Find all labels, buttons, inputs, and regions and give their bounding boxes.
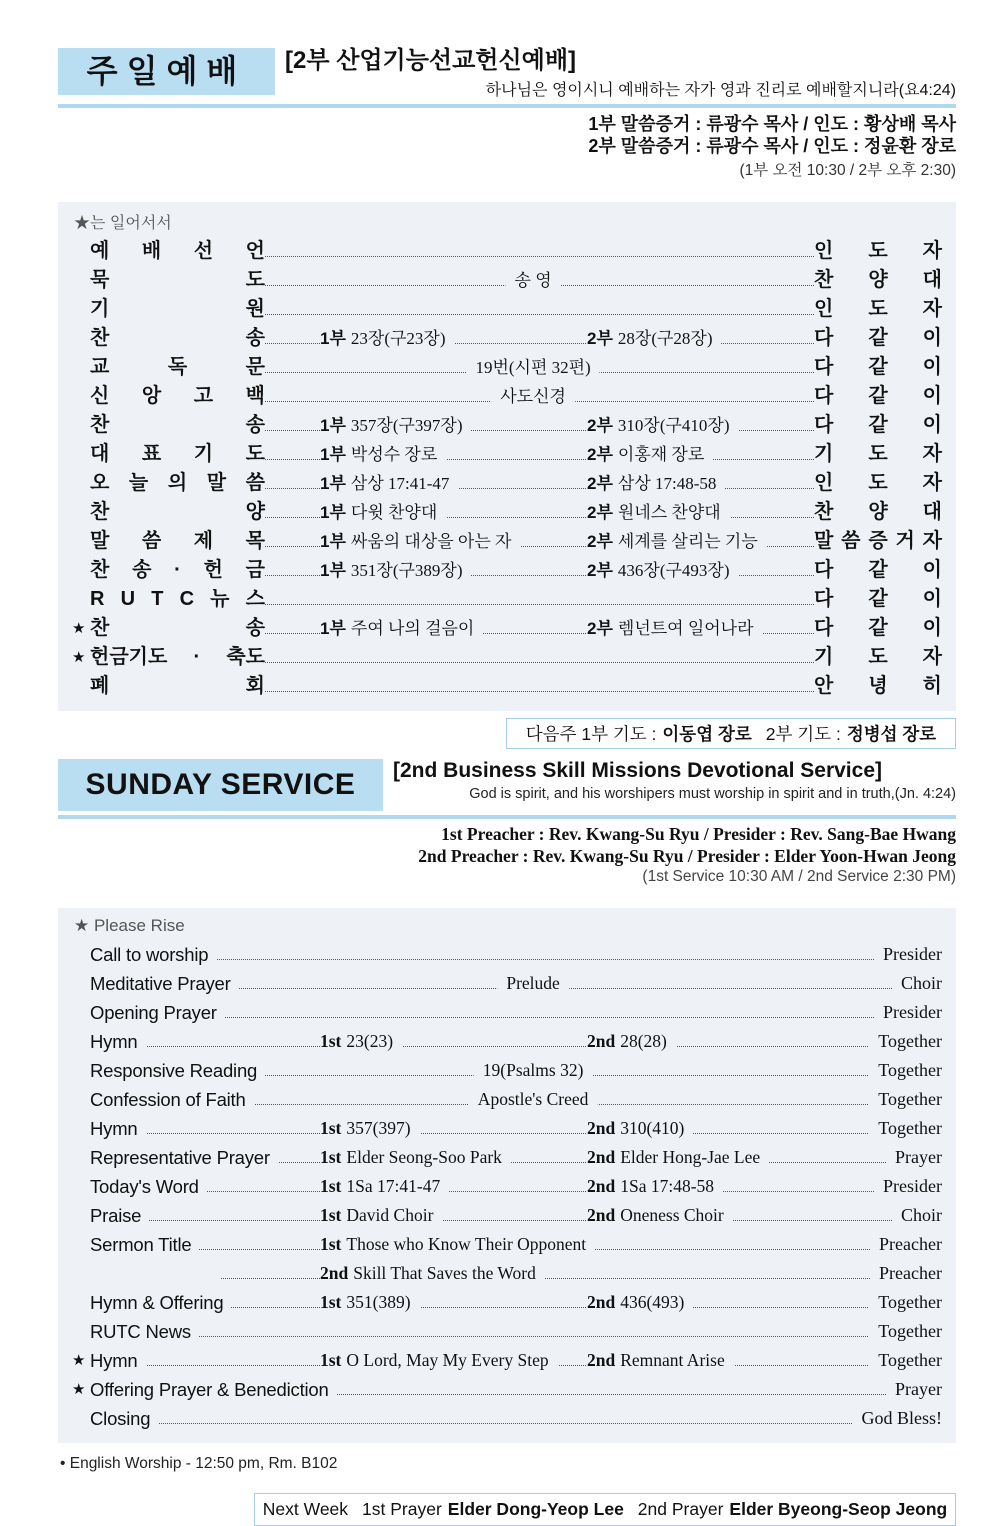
part-number-label: 2부	[587, 532, 613, 552]
part-number-label: 1st	[320, 1233, 342, 1254]
service-part	[320, 411, 471, 440]
service-part	[587, 1027, 676, 1056]
korean-service-times: (1부 오전 10:30 / 2부 오후 2:30)	[739, 162, 956, 180]
performer-label: God Bless!	[853, 1404, 943, 1433]
header-divider-line-en	[58, 815, 956, 819]
worship-item-label: 예 배 선 언	[90, 237, 265, 266]
part-content: 주여 나의 걸음이	[350, 619, 475, 639]
part-content: Remnant Arise	[620, 1349, 725, 1370]
performer-label: Preacher	[870, 1259, 942, 1288]
service-part	[587, 469, 725, 498]
part-number-label: 1st	[320, 1291, 342, 1312]
performer-label: Presider	[874, 1172, 942, 1201]
performer-label: Together	[869, 1085, 942, 1114]
part-number-label: 1부	[320, 561, 346, 581]
service-part	[320, 498, 446, 527]
part-number-label: 2nd	[587, 1175, 616, 1196]
korean-rise-note: ★는 일어서서	[74, 215, 172, 233]
worship-item-label: 찬 송	[90, 411, 265, 440]
performer-label: 찬 양 대	[814, 266, 942, 295]
performer-label: 다 같 이	[814, 382, 942, 411]
english-order-of-worship	[58, 908, 956, 1443]
worship-item-label: Sermon Title	[90, 1230, 199, 1259]
worship-item-label: Hymn	[90, 1346, 146, 1375]
worship-row	[72, 382, 942, 411]
part-number-label: 1부	[320, 474, 346, 494]
korean-preacher-line1: 1부 말씀증거 : 류광수 목사 / 인도 : 황상배 목사	[588, 114, 956, 134]
worship-item-label: 찬 송	[90, 324, 265, 353]
worship-row	[72, 353, 942, 382]
performer-label: Together	[869, 1317, 942, 1346]
worship-item-label: 대 표 기 도	[90, 440, 265, 469]
english-worship-footnote: • English Worship - 12:50 pm, Rm. B102	[60, 1454, 338, 1472]
worship-row	[72, 1288, 942, 1317]
dotted-leader	[90, 1046, 940, 1047]
dotted-leader	[90, 1220, 940, 1221]
part-content: Oneness Choir	[620, 1204, 724, 1225]
part-content: 28장(구28장)	[617, 329, 713, 349]
performer-label: 기 도 자	[814, 643, 942, 672]
performer-label: 인 도 자	[814, 469, 942, 498]
part-content: O Lord, May My Every Step	[346, 1349, 549, 1370]
service-part	[320, 440, 446, 469]
worship-row	[72, 440, 942, 469]
part-number-label: 1st	[320, 1204, 342, 1225]
dotted-leader	[90, 1191, 940, 1192]
worship-item-label: 폐 회	[90, 672, 265, 701]
part-content: 다윗 찬양대	[350, 503, 438, 523]
performer-label: 다 같 이	[814, 614, 942, 643]
performer-label: Presider	[874, 940, 942, 969]
part-number-label: 1부	[320, 619, 346, 639]
english-preacher-line2: 2nd Preacher : Rev. Kwang-Su Ryu / Presider : Elder Yoon-Hwan Jeong	[418, 845, 956, 866]
service-part	[587, 324, 721, 353]
part-content: 세계를 살리는 기능	[617, 532, 758, 552]
worship-row	[72, 1085, 942, 1114]
service-part	[587, 527, 767, 556]
part-number-label: 2부	[587, 561, 613, 581]
part-number-label: 2부	[587, 329, 613, 349]
center-note: 송 영	[506, 266, 561, 295]
korean-header-right	[275, 48, 956, 100]
service-part	[320, 527, 520, 556]
service-part	[587, 1114, 693, 1143]
center-note: 19번(시편 32편)	[466, 353, 599, 382]
part-content: 310장(구410장)	[617, 416, 730, 436]
part-content: Elder Seong-Soo Park	[346, 1146, 502, 1167]
worship-item-label: 찬 송 · 헌 금	[90, 556, 265, 585]
part-number-label: 1st	[320, 1117, 342, 1138]
part-number-label: 1st	[320, 1349, 342, 1370]
service-part	[587, 440, 713, 469]
performer-label: Together	[869, 1288, 942, 1317]
service-part	[587, 1172, 723, 1201]
service-part	[320, 556, 471, 585]
performer-label: Together	[869, 1027, 942, 1056]
part-content: Elder Hong-Jae Lee	[620, 1146, 761, 1167]
performer-label: Preacher	[870, 1230, 942, 1259]
service-part	[320, 1027, 402, 1056]
part-number-label: 2부	[587, 474, 613, 494]
service-part	[587, 556, 738, 585]
part-number-label: 1부	[320, 416, 346, 436]
worship-item-label: Meditative Prayer	[90, 969, 239, 998]
dotted-leader	[90, 1336, 940, 1337]
next-week-en-p1-name: Elder Dong-Yeop Lee	[447, 1498, 624, 1519]
part-number-label: 2nd	[587, 1030, 616, 1051]
performer-label: Choir	[892, 969, 942, 998]
worship-row	[72, 643, 942, 672]
worship-item-label: Praise	[90, 1201, 149, 1230]
part-content: 삼상 17:41-47	[350, 474, 450, 494]
center-note: Apostle's Creed	[469, 1085, 598, 1114]
english-header	[58, 759, 956, 811]
performer-label: 다 같 이	[814, 556, 942, 585]
english-header-wrap	[58, 759, 956, 885]
part-content: 436장(구493장)	[617, 561, 730, 581]
service-part	[320, 1114, 420, 1143]
part-content: 351장(구389장)	[350, 561, 463, 581]
part-content: 1Sa 17:41-47	[346, 1175, 441, 1196]
performer-label: 다 같 이	[814, 324, 942, 353]
part-content: 310(410)	[620, 1117, 685, 1138]
korean-next-week-box	[506, 718, 956, 749]
part-content: Those who Know Their Opponent	[346, 1233, 587, 1254]
part-content: 351(389)	[346, 1291, 411, 1312]
worship-row	[72, 1404, 942, 1433]
part-content: 23(23)	[346, 1030, 394, 1051]
service-part	[320, 1230, 595, 1259]
part-number-label: 2nd	[587, 1146, 616, 1167]
worship-row	[72, 672, 942, 701]
star-icon: ★	[72, 614, 85, 643]
dotted-leader	[90, 1133, 940, 1134]
worship-row	[72, 1172, 942, 1201]
service-part	[320, 1346, 558, 1375]
part-content: 삼상 17:48-58	[617, 474, 717, 494]
performer-label: 다 같 이	[814, 411, 942, 440]
service-part	[587, 498, 730, 527]
worship-row	[72, 998, 942, 1027]
part-content: Skill That Saves the Word	[353, 1262, 536, 1283]
part-number-label: 2부	[587, 416, 613, 436]
part-number-label: 2부	[587, 619, 613, 639]
part-number-label: 1부	[320, 532, 346, 552]
worship-item-label: Hymn	[90, 1027, 146, 1056]
worship-item-label	[90, 1259, 220, 1288]
header-divider-line	[58, 104, 956, 108]
worship-item-label: RUTC News	[90, 1317, 199, 1346]
next-week-en-label: Next Week	[262, 1498, 349, 1519]
worship-row	[72, 1201, 942, 1230]
service-part	[320, 1172, 449, 1201]
english-rise-note: ★ Please Rise	[74, 915, 185, 935]
dotted-leader	[90, 959, 940, 960]
worship-row	[72, 1027, 942, 1056]
korean-header	[58, 48, 956, 100]
worship-row	[72, 498, 942, 527]
center-note: 사도신경	[491, 382, 575, 411]
worship-row	[72, 295, 942, 324]
service-part	[320, 324, 454, 353]
worship-item-label: Hymn	[90, 1114, 146, 1143]
part-number-label: 1st	[320, 1175, 342, 1196]
english-worship-rows	[72, 940, 942, 1433]
star-icon: ★	[72, 643, 85, 672]
performer-label: Presider	[874, 998, 942, 1027]
worship-item-label: Opening Prayer	[90, 998, 225, 1027]
worship-item-label: 헌금기도 · 축도	[90, 643, 265, 672]
part-content: 357장(구397장)	[350, 416, 463, 436]
worship-row	[72, 940, 942, 969]
korean-verse: 하나님은 영이시니 예배하는 자가 영과 진리로 예배할지니라(요4:24)	[485, 82, 956, 99]
worship-item-label: Today's Word	[90, 1172, 207, 1201]
worship-item-label: Hymn & Offering	[90, 1288, 231, 1317]
part-number-label: 2nd	[587, 1117, 616, 1138]
performer-label: 인 도 자	[814, 237, 942, 266]
service-part	[320, 1259, 545, 1288]
performer-label: Prayer	[886, 1143, 942, 1172]
english-title: SUNDAY SERVICE	[58, 759, 383, 811]
worship-item-label: Representative Prayer	[90, 1143, 278, 1172]
worship-row	[72, 266, 942, 295]
english-service-subtitle: [2nd Business Skill Missions Devotional Service]	[393, 759, 882, 783]
english-next-week-box	[254, 1493, 956, 1526]
performer-label: Choir	[892, 1201, 942, 1230]
worship-row	[72, 1143, 942, 1172]
worship-item-label: 신 앙 고 백	[90, 382, 265, 411]
part-content: 원네스 찬양대	[617, 503, 721, 523]
star-icon: ★	[72, 1375, 85, 1404]
worship-item-label: 찬 양	[90, 498, 265, 527]
part-number-label: 2nd	[587, 1291, 616, 1312]
performer-label: 인 도 자	[814, 295, 942, 324]
part-number-label: 1부	[320, 445, 346, 465]
performer-label: 다 같 이	[814, 353, 942, 382]
part-number-label: 1부	[320, 503, 346, 523]
center-note: 19(Psalms 32)	[474, 1056, 593, 1085]
performer-label: Together	[869, 1056, 942, 1085]
service-part	[320, 469, 458, 498]
part-number-label: 2부	[587, 503, 613, 523]
worship-row	[72, 411, 942, 440]
korean-title: 주일예배	[58, 48, 275, 95]
service-part	[587, 614, 763, 643]
next-week-en-p2-name: Elder Byeong-Seop Jeong	[729, 1498, 948, 1519]
worship-item-label: 말 씀 제 목	[90, 527, 265, 556]
part-number-label: 1st	[320, 1030, 342, 1051]
worship-item-label: 기 원	[90, 295, 265, 324]
bulletin-page	[58, 0, 956, 1526]
next-week-name2: 정병섭 장로	[846, 724, 937, 745]
performer-label: 말 씀 증 거 자	[814, 527, 942, 556]
worship-row	[72, 1056, 942, 1085]
part-content: 이홍재 장로	[617, 445, 705, 465]
service-part	[587, 1143, 769, 1172]
english-header-right	[383, 759, 956, 802]
part-content: 1Sa 17:48-58	[620, 1175, 715, 1196]
next-week-prefix2: 2부 기도 :	[765, 724, 841, 745]
worship-row	[72, 1259, 942, 1288]
worship-row	[72, 237, 942, 266]
worship-row	[72, 469, 942, 498]
performer-label: 찬 양 대	[814, 498, 942, 527]
worship-row	[72, 585, 942, 614]
worship-row	[72, 324, 942, 353]
worship-item-label: Responsive Reading	[90, 1056, 265, 1085]
worship-row	[72, 1375, 942, 1404]
english-service-times: (1st Service 10:30 AM / 2nd Service 2:30 PM)	[642, 867, 956, 885]
service-part	[587, 1288, 693, 1317]
next-week-en-p1-prefix: 1st Prayer	[362, 1498, 442, 1519]
performer-label: Prayer	[886, 1375, 942, 1404]
part-content: 싸움의 대상을 아는 자	[350, 532, 512, 552]
service-part	[320, 1143, 511, 1172]
worship-row	[72, 969, 942, 998]
service-part	[320, 1288, 420, 1317]
english-verse: God is spirit, and his worshipers must worship in spirit and in truth,(Jn. 4:24)	[469, 786, 956, 803]
next-week-prefix1: 다음주 1부 기도 :	[525, 724, 657, 745]
part-number-label: 2nd	[587, 1349, 616, 1370]
service-part	[587, 1346, 734, 1375]
part-number-label: 1부	[320, 329, 346, 349]
worship-item-label: Call to worship	[90, 940, 216, 969]
service-part	[320, 1201, 442, 1230]
korean-worship-rows	[72, 237, 942, 701]
worship-row	[72, 1317, 942, 1346]
worship-item-label: Offering Prayer & Benediction	[90, 1375, 337, 1404]
part-content: 박성수 장로	[350, 445, 438, 465]
dotted-leader	[90, 1423, 940, 1424]
worship-row	[72, 1346, 942, 1375]
performer-label: 다 같 이	[814, 585, 942, 614]
star-icon: ★	[72, 1346, 85, 1375]
part-number-label: 1st	[320, 1146, 342, 1167]
english-preacher-line1: 1st Preacher : Rev. Kwang-Su Ryu / Presider : Rev. Sang-Bae Hwang	[441, 824, 956, 845]
worship-row	[72, 614, 942, 643]
part-content: 23장(구23장)	[350, 329, 446, 349]
worship-item-label: 오 늘 의 말 씀	[90, 469, 265, 498]
part-content: David Choir	[346, 1204, 434, 1225]
part-number-label: 2nd	[587, 1204, 616, 1225]
performer-label: Together	[869, 1114, 942, 1143]
worship-item-label: 교 독 문	[90, 353, 265, 382]
worship-row	[72, 527, 942, 556]
part-content: 렘넌트여 일어나라	[617, 619, 754, 639]
worship-item-label: 찬 송	[90, 614, 265, 643]
service-part	[587, 1201, 733, 1230]
next-week-en-p2-prefix: 2nd Prayer	[637, 1498, 724, 1519]
service-part	[587, 411, 738, 440]
service-part	[320, 614, 483, 643]
part-number-label: 2부	[587, 445, 613, 465]
part-content: 357(397)	[346, 1117, 411, 1138]
worship-item-label: Closing	[90, 1404, 158, 1433]
worship-row	[72, 1230, 942, 1259]
worship-item-label: Confession of Faith	[90, 1085, 254, 1114]
worship-row	[72, 1114, 942, 1143]
korean-preacher-line2: 2부 말씀증거 : 류광수 목사 / 인도 : 정윤환 장로	[588, 135, 956, 156]
part-content: 28(28)	[620, 1030, 667, 1051]
part-number-label: 2nd	[320, 1262, 349, 1283]
part-content: 436(493)	[620, 1291, 685, 1312]
worship-item-label: R U T C 뉴 스	[90, 585, 265, 614]
next-week-name1: 이동엽 장로	[662, 724, 752, 745]
performer-label: 안 녕 히	[814, 672, 942, 701]
worship-row	[72, 556, 942, 585]
korean-order-of-worship	[58, 202, 956, 711]
worship-item-label: 묵 도	[90, 266, 265, 295]
performer-label: Together	[869, 1346, 942, 1375]
korean-service-subtitle: [2부 산업기능선교헌신예배]	[285, 47, 577, 74]
performer-label: 기 도 자	[814, 440, 942, 469]
center-note: Prelude	[497, 969, 568, 998]
